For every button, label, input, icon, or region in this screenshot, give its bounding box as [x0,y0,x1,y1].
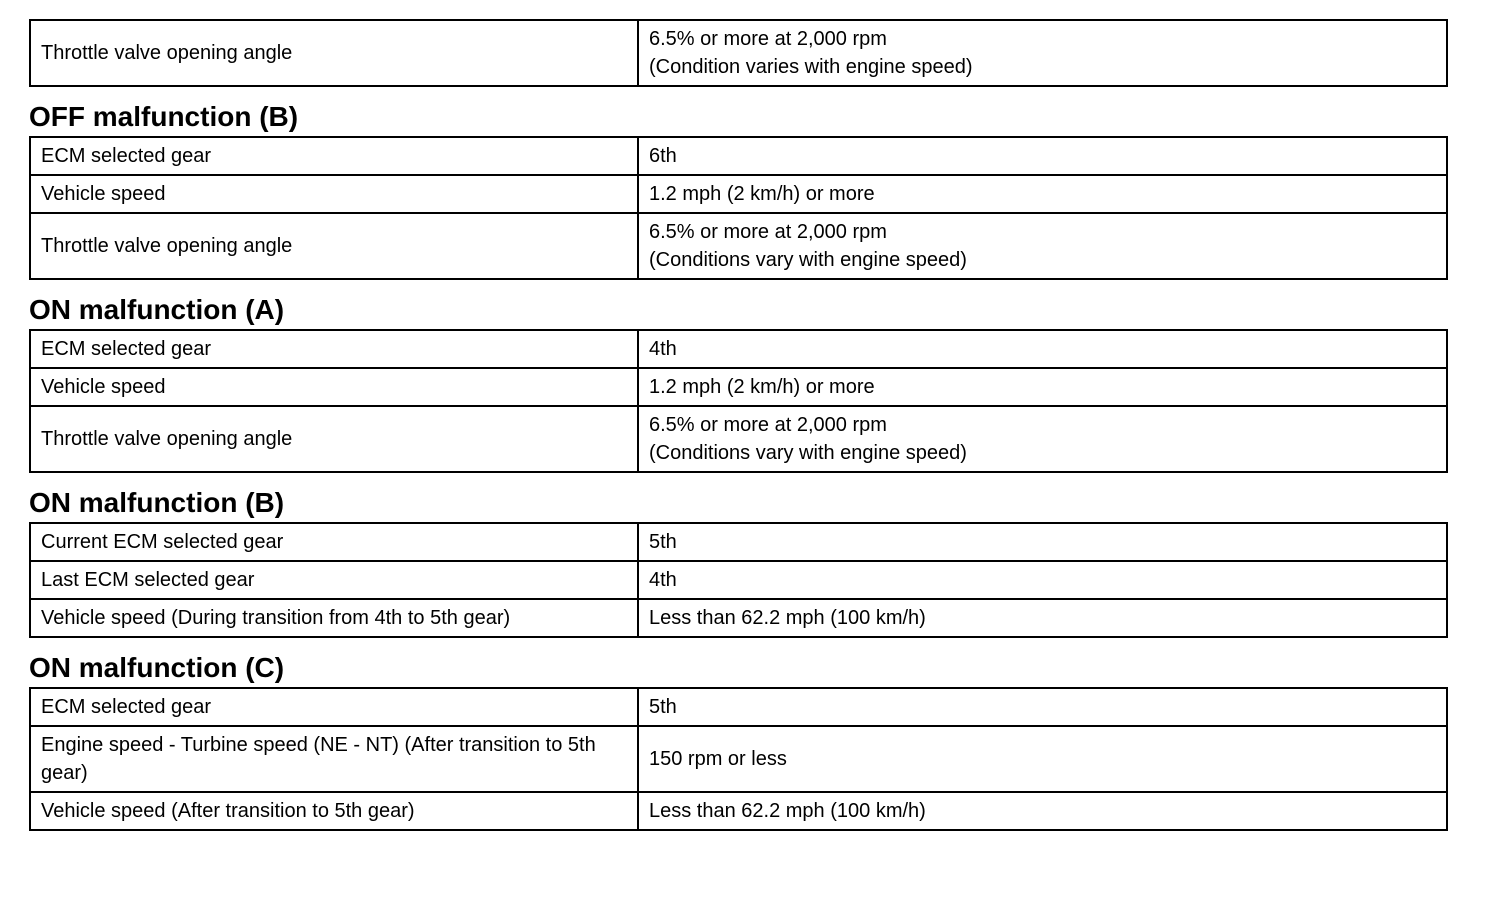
condition-value: 150 rpm or less [638,726,1447,792]
table-row [30,792,1447,830]
condition-label: ECM selected gear [30,137,638,175]
document-page [29,19,1446,831]
condition-label: ECM selected gear [30,688,638,726]
conditions-table-off-malfunction-b [29,136,1448,280]
section-heading-on-malfunction-c: ON malfunction (C) [29,652,285,683]
condition-value: 5th [638,688,1447,726]
table-row [30,20,1447,86]
condition-label: Vehicle speed [30,175,638,213]
table-row [30,330,1447,368]
condition-label: Throttle valve opening angle [30,406,638,472]
condition-label: Vehicle speed [30,368,638,406]
conditions-table-on-malfunction-a [29,329,1448,473]
condition-value: 6th [638,137,1447,175]
condition-value: 1.2 mph (2 km/h) or more [638,368,1447,406]
table-row [30,406,1447,472]
conditions-table-on-malfunction-c [29,687,1448,831]
condition-label: Last ECM selected gear [30,561,638,599]
condition-label: Current ECM selected gear [30,523,638,561]
table-row [30,561,1447,599]
table-row [30,137,1447,175]
condition-value: 6.5% or more at 2,000 rpm (Condition varies with engine speed) [638,20,1447,86]
table-row [30,213,1447,279]
condition-label: Throttle valve opening angle [30,213,638,279]
condition-value: 6.5% or more at 2,000 rpm (Conditions vary with engine speed) [638,406,1447,472]
condition-value: 4th [638,330,1447,368]
conditions-table-continued [29,19,1448,87]
condition-value: 1.2 mph (2 km/h) or more [638,175,1447,213]
table-row [30,599,1447,637]
table-row [30,175,1447,213]
condition-label: Vehicle speed (During transition from 4th to 5th gear) [30,599,638,637]
table-row [30,726,1447,792]
section-heading-on-malfunction-b: ON malfunction (B) [29,487,285,518]
condition-label: Vehicle speed (After transition to 5th gear) [30,792,638,830]
condition-value: 5th [638,523,1447,561]
table-row [30,523,1447,561]
table-row [30,368,1447,406]
section-heading-off-malfunction-b: OFF malfunction (B) [29,101,299,132]
section-heading-on-malfunction-a: ON malfunction (A) [29,294,285,325]
condition-value: Less than 62.2 mph (100 km/h) [638,792,1447,830]
condition-value: 4th [638,561,1447,599]
condition-label: Engine speed - Turbine speed (NE - NT) (After transition to 5th gear) [30,726,638,792]
condition-value: Less than 62.2 mph (100 km/h) [638,599,1447,637]
conditions-table-on-malfunction-b [29,522,1448,638]
table-row [30,688,1447,726]
condition-value: 6.5% or more at 2,000 rpm (Conditions vary with engine speed) [638,213,1447,279]
condition-label: ECM selected gear [30,330,638,368]
condition-label: Throttle valve opening angle [30,20,638,86]
